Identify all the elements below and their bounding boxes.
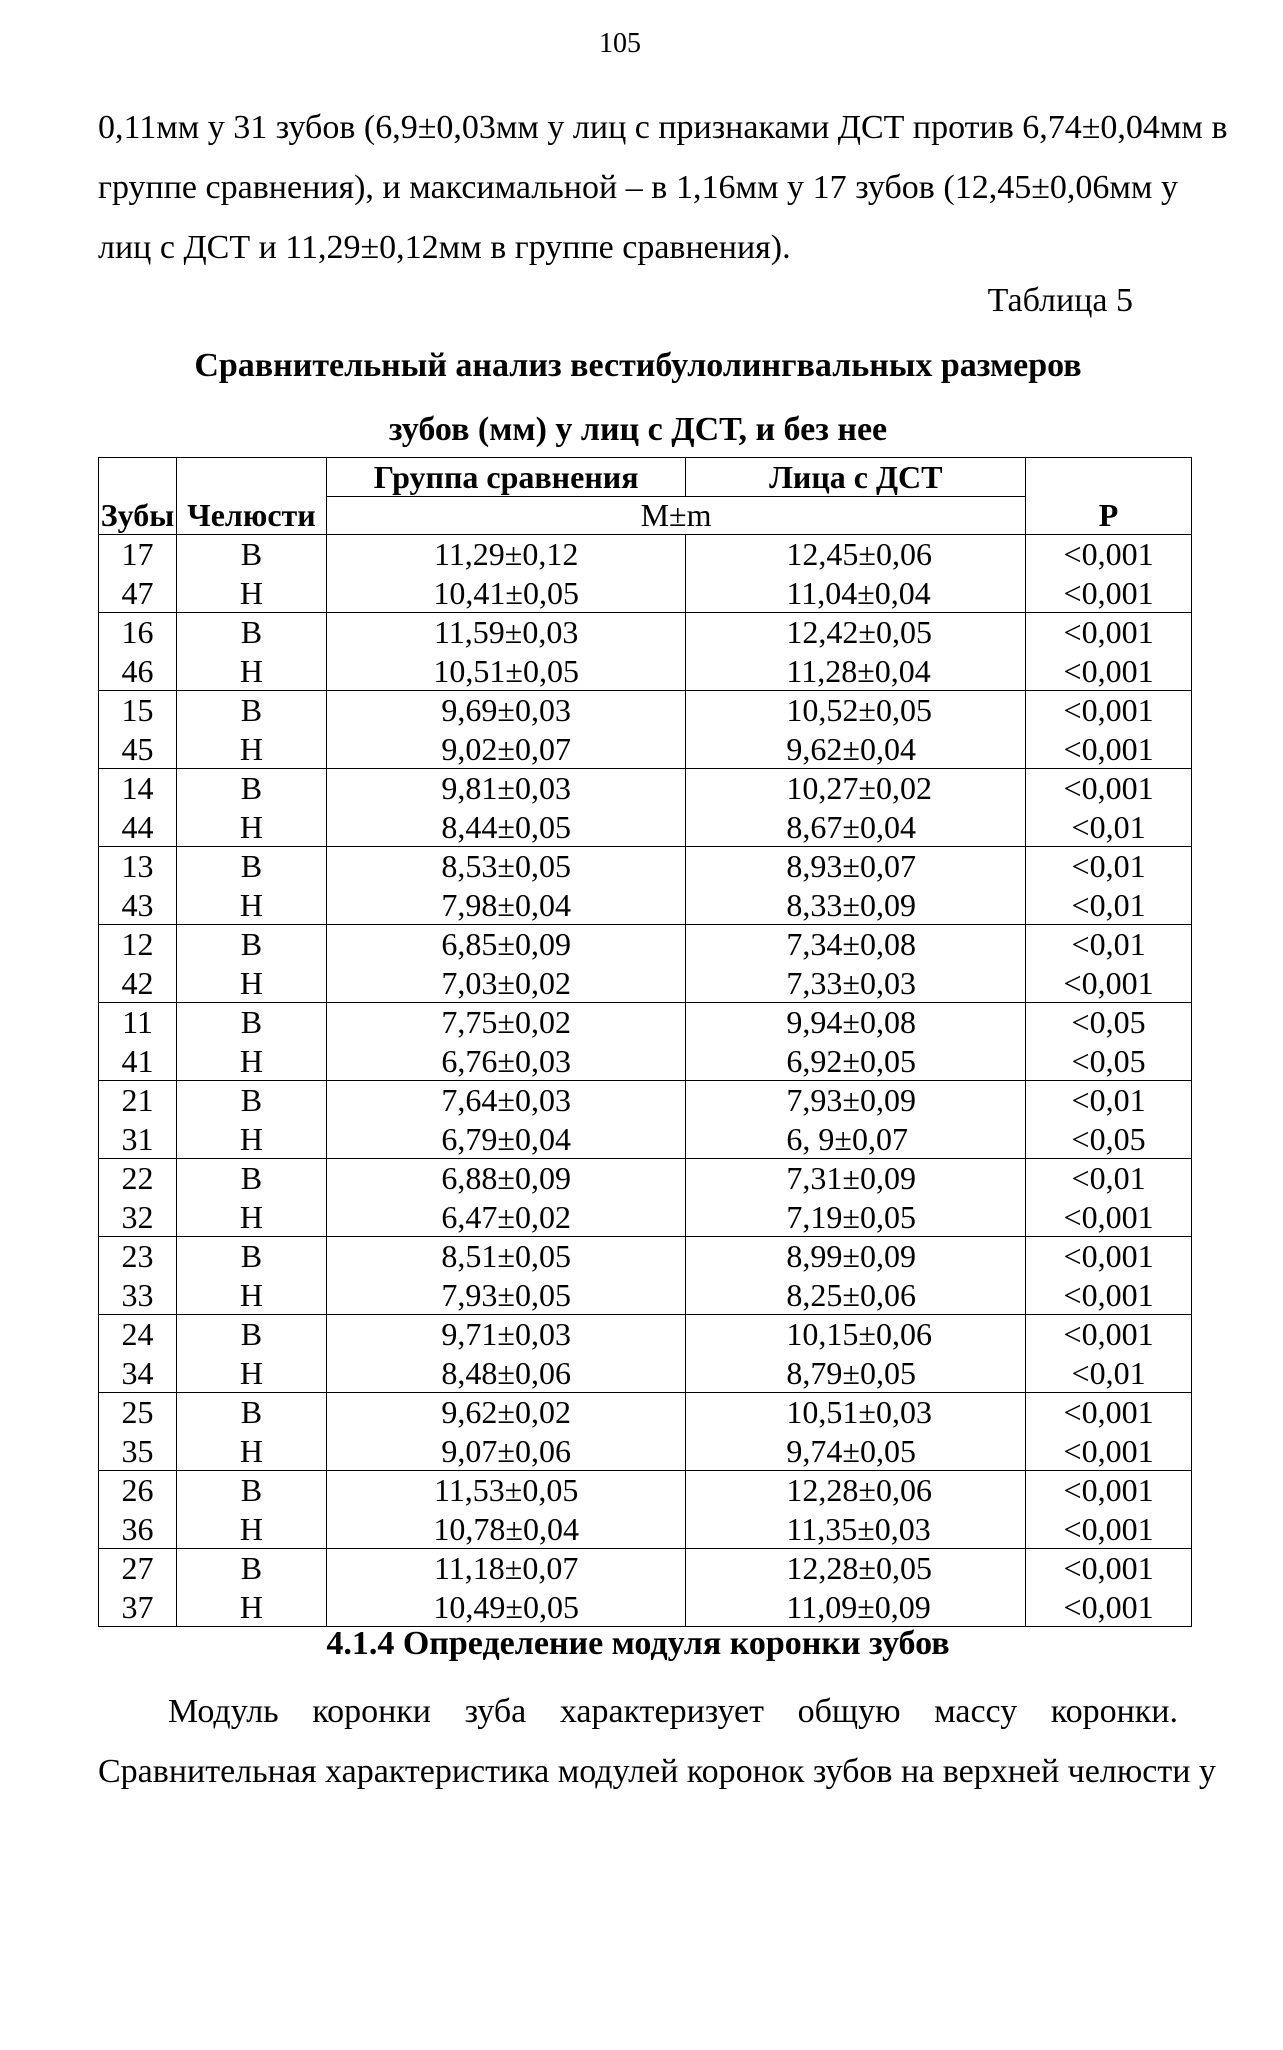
cell-dst-value: 8,99±0,09 [686,1237,1026,1276]
cell-p-value: <0,001 [1026,691,1192,730]
table-row [99,1198,1192,1237]
cell-comparison-value: 9,71±0,03 [326,1315,685,1354]
cell-dst-value: 11,04±0,04 [686,574,1026,613]
cell-tooth: 26 [99,1471,177,1510]
cell-p-value: <0,05 [1026,1042,1192,1081]
table-row [99,1588,1192,1627]
cell-p-value: <0,001 [1026,964,1192,1003]
cell-p-value: <0,001 [1026,1393,1192,1432]
cell-comparison-value: 10,41±0,05 [326,574,685,613]
outro-paragraph [98,1682,1216,1802]
cell-dst-value: 6, 9±0,07 [686,1120,1026,1159]
table-row [99,1237,1192,1276]
cell-comparison-value: 8,44±0,05 [326,808,685,847]
table-row [99,652,1192,691]
intro-line: 0,11мм у 31 зубов (6,9±0,03мм у лиц с признаками ДСТ против 6,74±0,04мм в [98,109,1228,146]
cell-tooth: 47 [99,574,177,613]
cell-dst-value: 11,35±0,03 [686,1510,1026,1549]
header-dst-group: Лица с ДСТ [686,458,1026,497]
cell-dst-value: 8,67±0,04 [686,808,1026,847]
table-row [99,1081,1192,1120]
header-comparison-group: Группа сравнения [326,458,685,497]
cell-comparison-value: 6,79±0,04 [326,1120,685,1159]
header-p: P [1026,458,1192,535]
cell-dst-value: 7,19±0,05 [686,1198,1026,1237]
cell-tooth: 21 [99,1081,177,1120]
cell-comparison-value: 11,29±0,12 [326,535,685,574]
cell-dst-value: 12,28±0,06 [686,1471,1026,1510]
header-jaws: Челюсти [176,458,326,535]
cell-jaw: Н [176,652,326,691]
cell-dst-value: 9,74±0,05 [686,1432,1026,1471]
cell-dst-value: 7,93±0,09 [686,1081,1026,1120]
table-row [99,535,1192,574]
cell-comparison-value: 9,81±0,03 [326,769,685,808]
cell-p-value: <0,001 [1026,769,1192,808]
cell-p-value: <0,01 [1026,847,1192,886]
cell-jaw: В [176,1159,326,1198]
cell-dst-value: 10,15±0,06 [686,1315,1026,1354]
cell-jaw: В [176,1237,326,1276]
cell-tooth: 37 [99,1588,177,1627]
cell-jaw: Н [176,574,326,613]
header-mean: M±m [326,497,1025,535]
table-row [99,1315,1192,1354]
cell-p-value: <0,001 [1026,1549,1192,1588]
table-title-line: зубов (мм) у лиц с ДСТ, и без нее [388,411,888,448]
cell-dst-value: 12,45±0,06 [686,535,1026,574]
table-row [99,886,1192,925]
cell-p-value: <0,001 [1026,1237,1192,1276]
cell-p-value: <0,001 [1026,613,1192,652]
cell-p-value: <0,001 [1026,535,1192,574]
cell-comparison-value: 9,69±0,03 [326,691,685,730]
cell-p-value: <0,01 [1026,925,1192,964]
cell-dst-value: 6,92±0,05 [686,1042,1026,1081]
table-row [99,1549,1192,1588]
cell-p-value: <0,001 [1026,1432,1192,1471]
cell-dst-value: 12,42±0,05 [686,613,1026,652]
table-row [99,1471,1192,1510]
cell-tooth: 31 [99,1120,177,1159]
cell-tooth: 17 [99,535,177,574]
cell-tooth: 15 [99,691,177,730]
cell-tooth: 24 [99,1315,177,1354]
table-row [99,1003,1192,1042]
page-number: 105 [599,28,641,59]
table-row [99,574,1192,613]
cell-jaw: В [176,613,326,652]
cell-p-value: <0,01 [1026,1354,1192,1393]
table-row [99,1354,1192,1393]
cell-tooth: 35 [99,1432,177,1471]
cell-jaw: Н [176,886,326,925]
table-title-line: Сравнительный анализ вестибулолингвальных размеров [194,347,1082,384]
table-row [99,691,1192,730]
table-row [99,613,1192,652]
cell-comparison-value: 7,64±0,03 [326,1081,685,1120]
cell-dst-value: 7,31±0,09 [686,1159,1026,1198]
table-label: Таблица 5 [987,282,1133,319]
cell-jaw: Н [176,1510,326,1549]
cell-jaw: Н [176,1432,326,1471]
table-row [99,1432,1192,1471]
outro-line: Сравнительная характеристика модулей коронок зубов на верхней челюсти у [98,1753,1216,1790]
cell-dst-value: 9,62±0,04 [686,730,1026,769]
header-teeth: Зубы [99,458,177,535]
cell-comparison-value: 9,62±0,02 [326,1393,685,1432]
cell-comparison-value: 8,51±0,05 [326,1237,685,1276]
cell-comparison-value: 10,51±0,05 [326,652,685,691]
cell-comparison-value: 6,88±0,09 [326,1159,685,1198]
cell-dst-value: 8,33±0,09 [686,886,1026,925]
cell-jaw: В [176,1471,326,1510]
cell-jaw: В [176,535,326,574]
cell-tooth: 32 [99,1198,177,1237]
cell-tooth: 41 [99,1042,177,1081]
cell-comparison-value: 6,76±0,03 [326,1042,685,1081]
cell-jaw: В [176,769,326,808]
table-row [99,1276,1192,1315]
cell-p-value: <0,001 [1026,1510,1192,1549]
cell-tooth: 11 [99,1003,177,1042]
cell-comparison-value: 11,59±0,03 [326,613,685,652]
cell-jaw: Н [176,730,326,769]
cell-jaw: Н [176,1354,326,1393]
table-row [99,1159,1192,1198]
cell-jaw: Н [176,1198,326,1237]
table-row [99,1393,1192,1432]
cell-jaw: В [176,1315,326,1354]
intro-line: группе сравнения), и максимальной – в 1,16мм у 17 зубов (12,45±0,06мм у [98,169,1178,206]
dimensions-table [98,457,1192,1627]
cell-comparison-value: 11,18±0,07 [326,1549,685,1588]
cell-tooth: 27 [99,1549,177,1588]
cell-jaw: В [176,691,326,730]
cell-dst-value: 8,79±0,05 [686,1354,1026,1393]
cell-comparison-value: 10,49±0,05 [326,1588,685,1627]
cell-jaw: В [176,1081,326,1120]
cell-tooth: 12 [99,925,177,964]
cell-tooth: 36 [99,1510,177,1549]
cell-tooth: 16 [99,613,177,652]
cell-tooth: 25 [99,1393,177,1432]
cell-p-value: <0,001 [1026,1471,1192,1510]
cell-jaw: Н [176,1588,326,1627]
cell-p-value: <0,001 [1026,730,1192,769]
table-row [99,1120,1192,1159]
cell-p-value: <0,001 [1026,1198,1192,1237]
cell-p-value: <0,001 [1026,1588,1192,1627]
cell-dst-value: 11,09±0,09 [686,1588,1026,1627]
cell-tooth: 34 [99,1354,177,1393]
table-row [99,1042,1192,1081]
cell-comparison-value: 7,93±0,05 [326,1276,685,1315]
cell-p-value: <0,001 [1026,574,1192,613]
cell-dst-value: 9,94±0,08 [686,1003,1026,1042]
cell-p-value: <0,01 [1026,1081,1192,1120]
cell-tooth: 13 [99,847,177,886]
cell-comparison-value: 7,98±0,04 [326,886,685,925]
cell-comparison-value: 9,02±0,07 [326,730,685,769]
cell-dst-value: 10,51±0,03 [686,1393,1026,1432]
table-row [99,808,1192,847]
cell-tooth: 23 [99,1237,177,1276]
cell-comparison-value: 10,78±0,04 [326,1510,685,1549]
cell-tooth: 44 [99,808,177,847]
intro-line: лиц с ДСТ и 11,29±0,12мм в группе сравнения). [98,229,791,266]
cell-dst-value: 11,28±0,04 [686,652,1026,691]
table-row [99,769,1192,808]
cell-jaw: Н [176,808,326,847]
section-heading: 4.1.4 Определение модуля коронки зубов [326,1625,950,1662]
cell-dst-value: 12,28±0,05 [686,1549,1026,1588]
cell-tooth: 14 [99,769,177,808]
cell-comparison-value: 6,85±0,09 [326,925,685,964]
cell-p-value: <0,05 [1026,1120,1192,1159]
table-row [99,847,1192,886]
cell-p-value: <0,01 [1026,1159,1192,1198]
cell-comparison-value: 8,48±0,06 [326,1354,685,1393]
cell-tooth: 45 [99,730,177,769]
cell-dst-value: 8,25±0,06 [686,1276,1026,1315]
cell-jaw: В [176,925,326,964]
outro-line: Модуль коронки зуба характеризует общую массу коронки. [168,1693,1178,1730]
cell-comparison-value: 9,07±0,06 [326,1432,685,1471]
cell-jaw: В [176,1393,326,1432]
cell-tooth: 42 [99,964,177,1003]
cell-tooth: 33 [99,1276,177,1315]
cell-p-value: <0,01 [1026,886,1192,925]
cell-p-value: <0,01 [1026,808,1192,847]
cell-dst-value: 8,93±0,07 [686,847,1026,886]
cell-comparison-value: 6,47±0,02 [326,1198,685,1237]
cell-jaw: В [176,1003,326,1042]
intro-paragraph [98,98,1228,278]
cell-dst-value: 7,33±0,03 [686,964,1026,1003]
cell-comparison-value: 7,03±0,02 [326,964,685,1003]
cell-p-value: <0,05 [1026,1003,1192,1042]
table-row [99,730,1192,769]
table-row [99,964,1192,1003]
cell-comparison-value: 8,53±0,05 [326,847,685,886]
cell-p-value: <0,001 [1026,652,1192,691]
cell-comparison-value: 7,75±0,02 [326,1003,685,1042]
cell-jaw: Н [176,964,326,1003]
cell-dst-value: 10,27±0,02 [686,769,1026,808]
cell-jaw: В [176,1549,326,1588]
cell-comparison-value: 11,53±0,05 [326,1471,685,1510]
cell-p-value: <0,001 [1026,1276,1192,1315]
cell-dst-value: 7,34±0,08 [686,925,1026,964]
cell-dst-value: 10,52±0,05 [686,691,1026,730]
cell-tooth: 22 [99,1159,177,1198]
table-title [98,334,1178,462]
cell-jaw: В [176,847,326,886]
cell-jaw: Н [176,1120,326,1159]
cell-p-value: <0,001 [1026,1315,1192,1354]
table-row [99,925,1192,964]
cell-jaw: Н [176,1042,326,1081]
table-row [99,1510,1192,1549]
cell-tooth: 46 [99,652,177,691]
cell-jaw: Н [176,1276,326,1315]
cell-tooth: 43 [99,886,177,925]
